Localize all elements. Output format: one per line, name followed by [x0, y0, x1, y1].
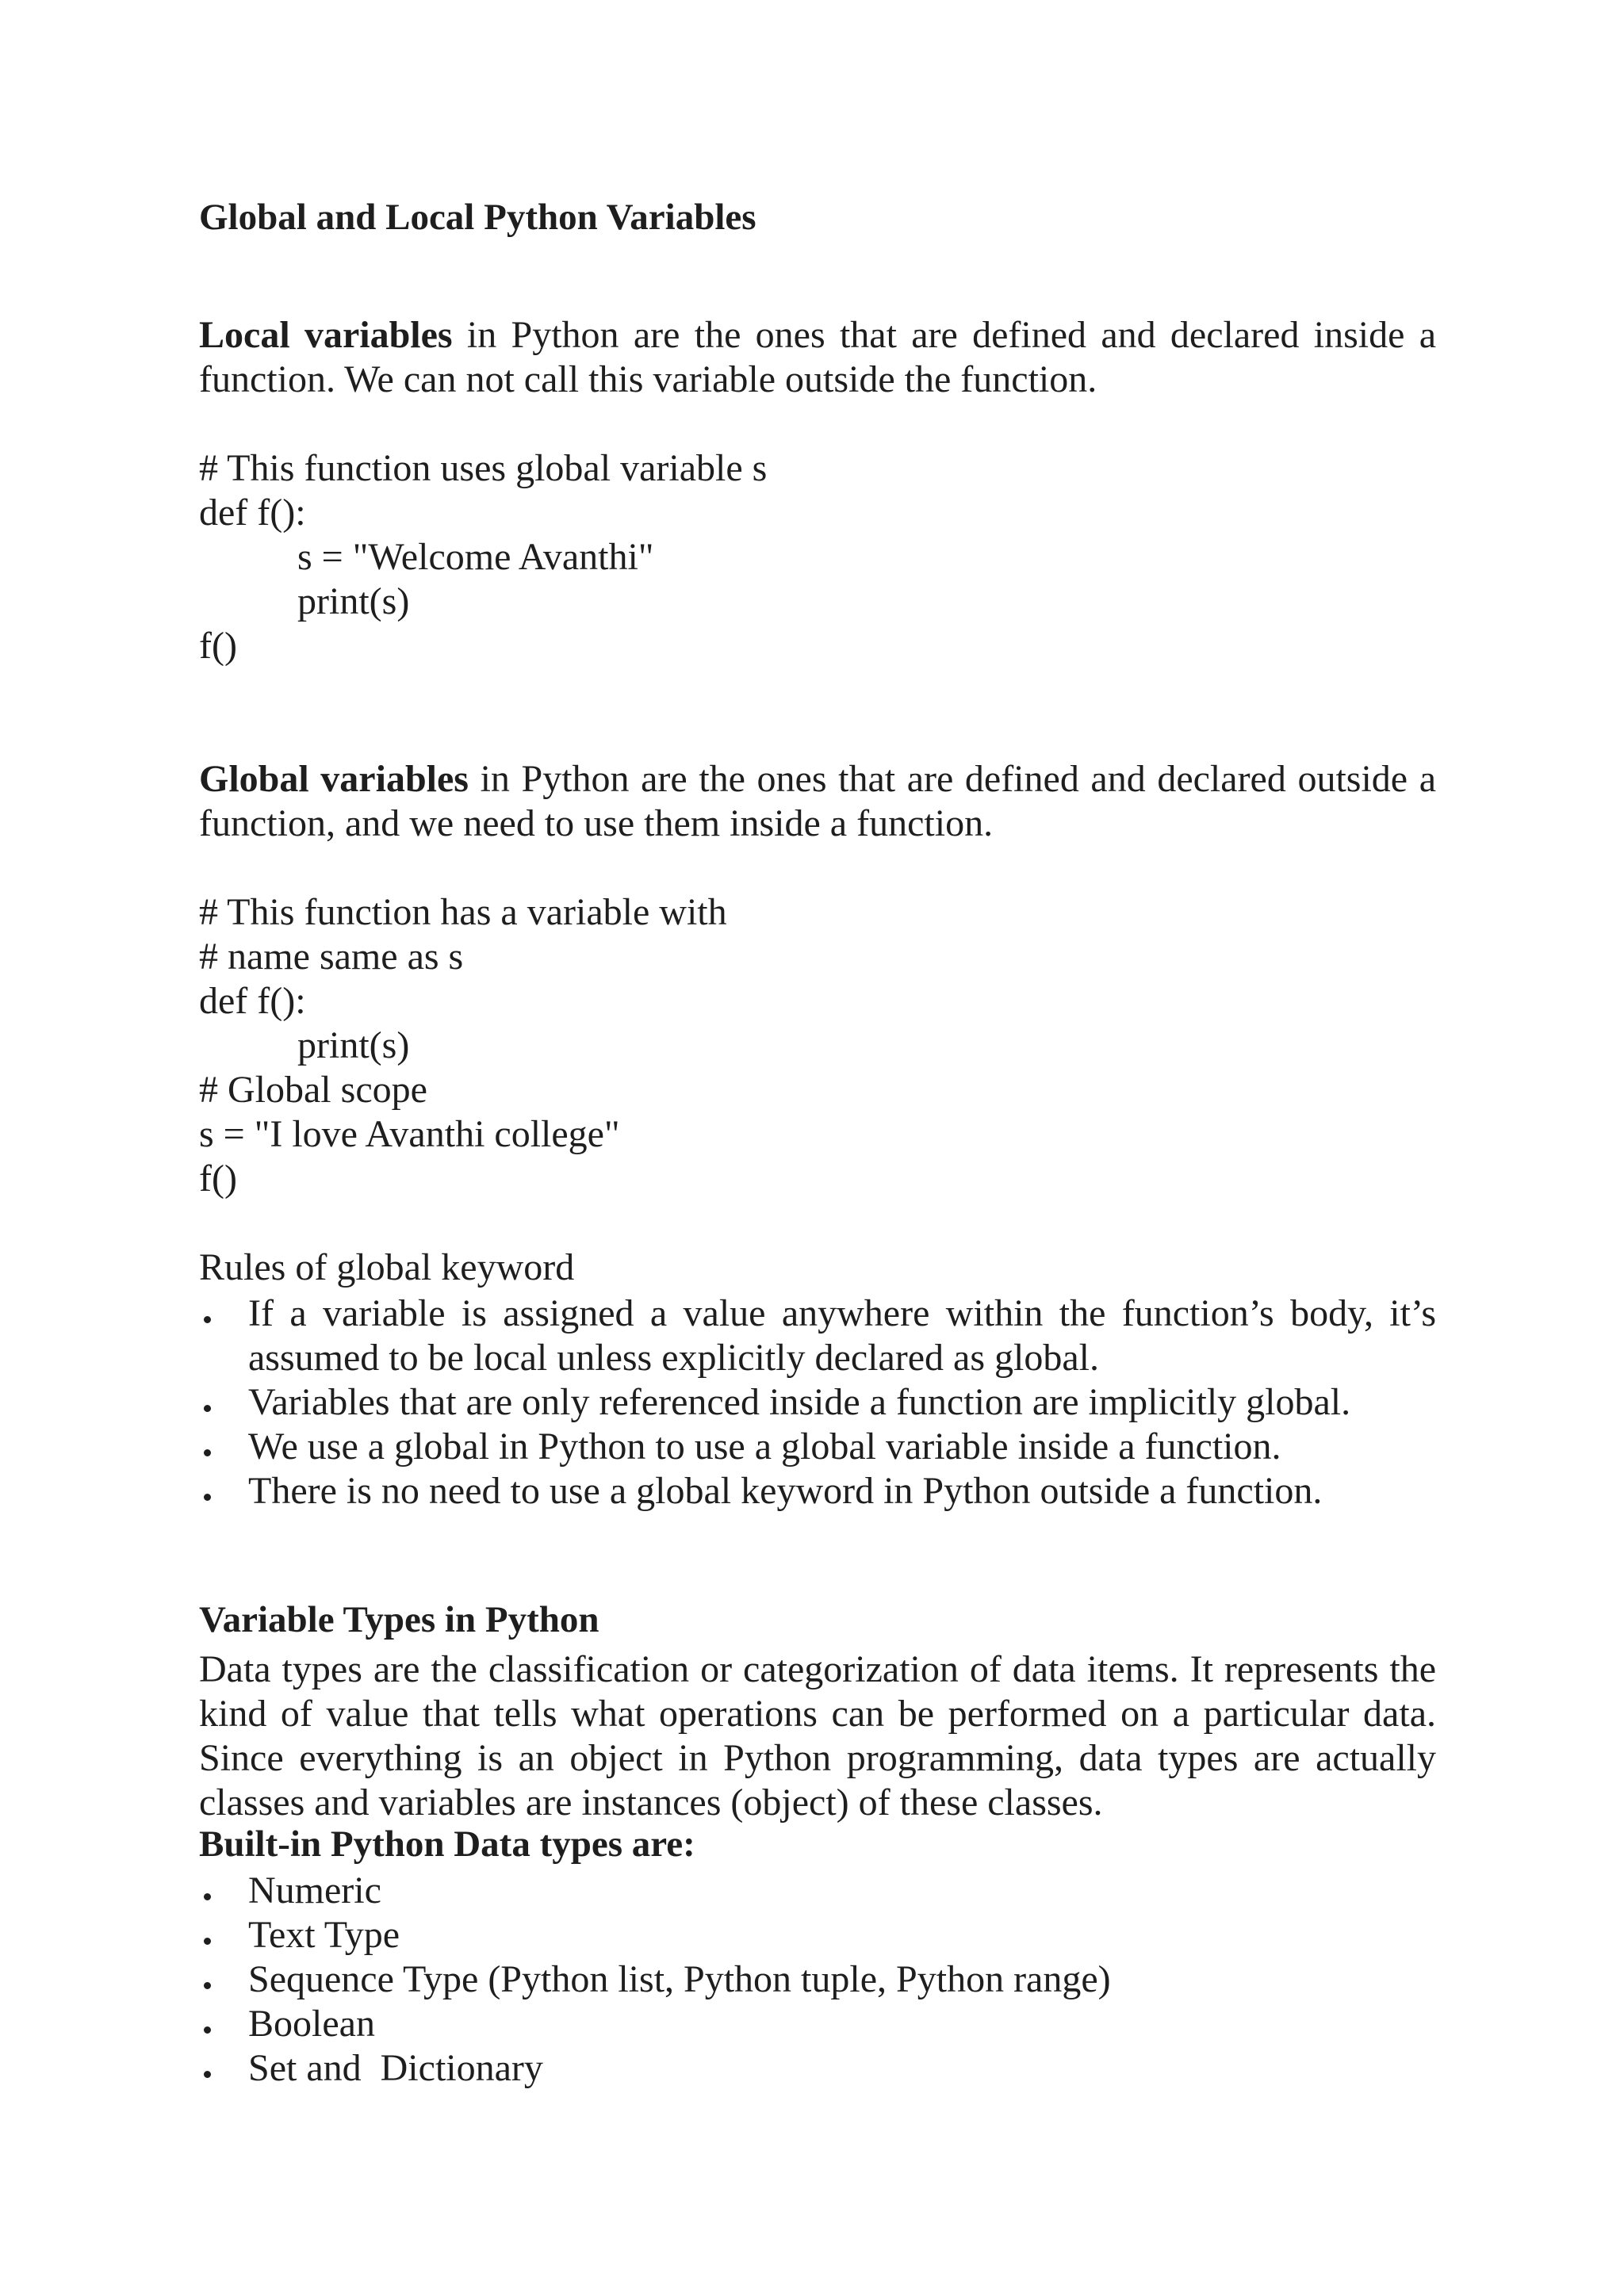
- bullet-icon: [204, 1938, 211, 1945]
- types-heading: Variable Types in Python: [199, 1599, 599, 1640]
- rule-1-line-1: If a variable is assigned a value anywhere within the function’s body, it’s: [248, 1292, 1436, 1334]
- global-variables-line-1: [199, 757, 1436, 802]
- bullet-icon: [204, 2026, 211, 2034]
- bullet-icon: [204, 1449, 211, 1456]
- bullet-icon: [204, 1405, 211, 1412]
- bullet-icon: [204, 1982, 211, 1989]
- code2-line-5: # Global scope: [199, 1069, 427, 1111]
- code2-line-2: # name same as s: [199, 936, 464, 978]
- code2-line-3: def f():: [199, 980, 306, 1022]
- code1-line-5: f(): [199, 625, 237, 667]
- types-para-line-2: kind of value that tells what operations can be performed on a particular data.: [199, 1693, 1436, 1735]
- code2-line-4: print(s): [297, 1024, 410, 1066]
- code1-line-4: print(s): [297, 580, 410, 622]
- local-variables-text: in Python are the ones that are defined and declared inside a: [452, 314, 1437, 356]
- rules-heading: Rules of global keyword: [199, 1246, 575, 1288]
- local-variables-term: Local variables: [199, 314, 453, 356]
- code2-line-7: f(): [199, 1158, 237, 1200]
- code1-line-3: s = "Welcome Avanthi": [297, 536, 654, 578]
- page-title: Global and Local Python Variables: [199, 197, 756, 238]
- global-variables-text: in Python are the ones that are defined and declared outside a: [468, 758, 1437, 800]
- code2-line-1: # This function has a variable with: [199, 891, 727, 933]
- builtin-heading: Built-in Python Data types are:: [199, 1823, 695, 1865]
- rule-4: There is no need to use a global keyword in Python outside a function.: [248, 1470, 1323, 1512]
- rule-2: Variables that are only referenced inside a function are implicitly global.: [248, 1381, 1351, 1423]
- types-para-line-3: Since everything is an object in Python programming, data types are actually: [199, 1737, 1436, 1779]
- bullet-icon: [204, 1893, 211, 1900]
- types-para-line-4: classes and variables are instances (object) of these classes.: [199, 1781, 1103, 1823]
- code2-line-6: s = "I love Avanthi college": [199, 1113, 620, 1155]
- bullet-icon: [204, 2071, 211, 2078]
- type-item: Boolean: [248, 2003, 375, 2045]
- local-variables-line-1: [199, 313, 1436, 358]
- type-item: Text Type: [248, 1914, 400, 1956]
- global-variables-term: Global variables: [199, 758, 469, 800]
- type-item: Set and Dictionary: [248, 2047, 543, 2089]
- bullet-icon: [204, 1494, 211, 1501]
- global-variables-line-2: function, and we need to use them inside a function.: [199, 802, 994, 844]
- rule-3: We use a global in Python to use a global variable inside a function.: [248, 1425, 1281, 1468]
- local-variables-line-2: function. We can not call this variable outside the function.: [199, 358, 1097, 400]
- bullet-icon: [204, 1316, 211, 1323]
- code1-line-2: def f():: [199, 492, 306, 534]
- type-item: Sequence Type (Python list, Python tuple, Python range): [248, 1958, 1111, 2000]
- code1-line-1: # This function uses global variable s: [199, 447, 768, 489]
- type-item: Numeric: [248, 1869, 381, 1911]
- types-para-line-1: Data types are the classification or categorization of data items. It represents the: [199, 1648, 1436, 1690]
- rule-1-line-2: assumed to be local unless explicitly declared as global.: [248, 1337, 1100, 1379]
